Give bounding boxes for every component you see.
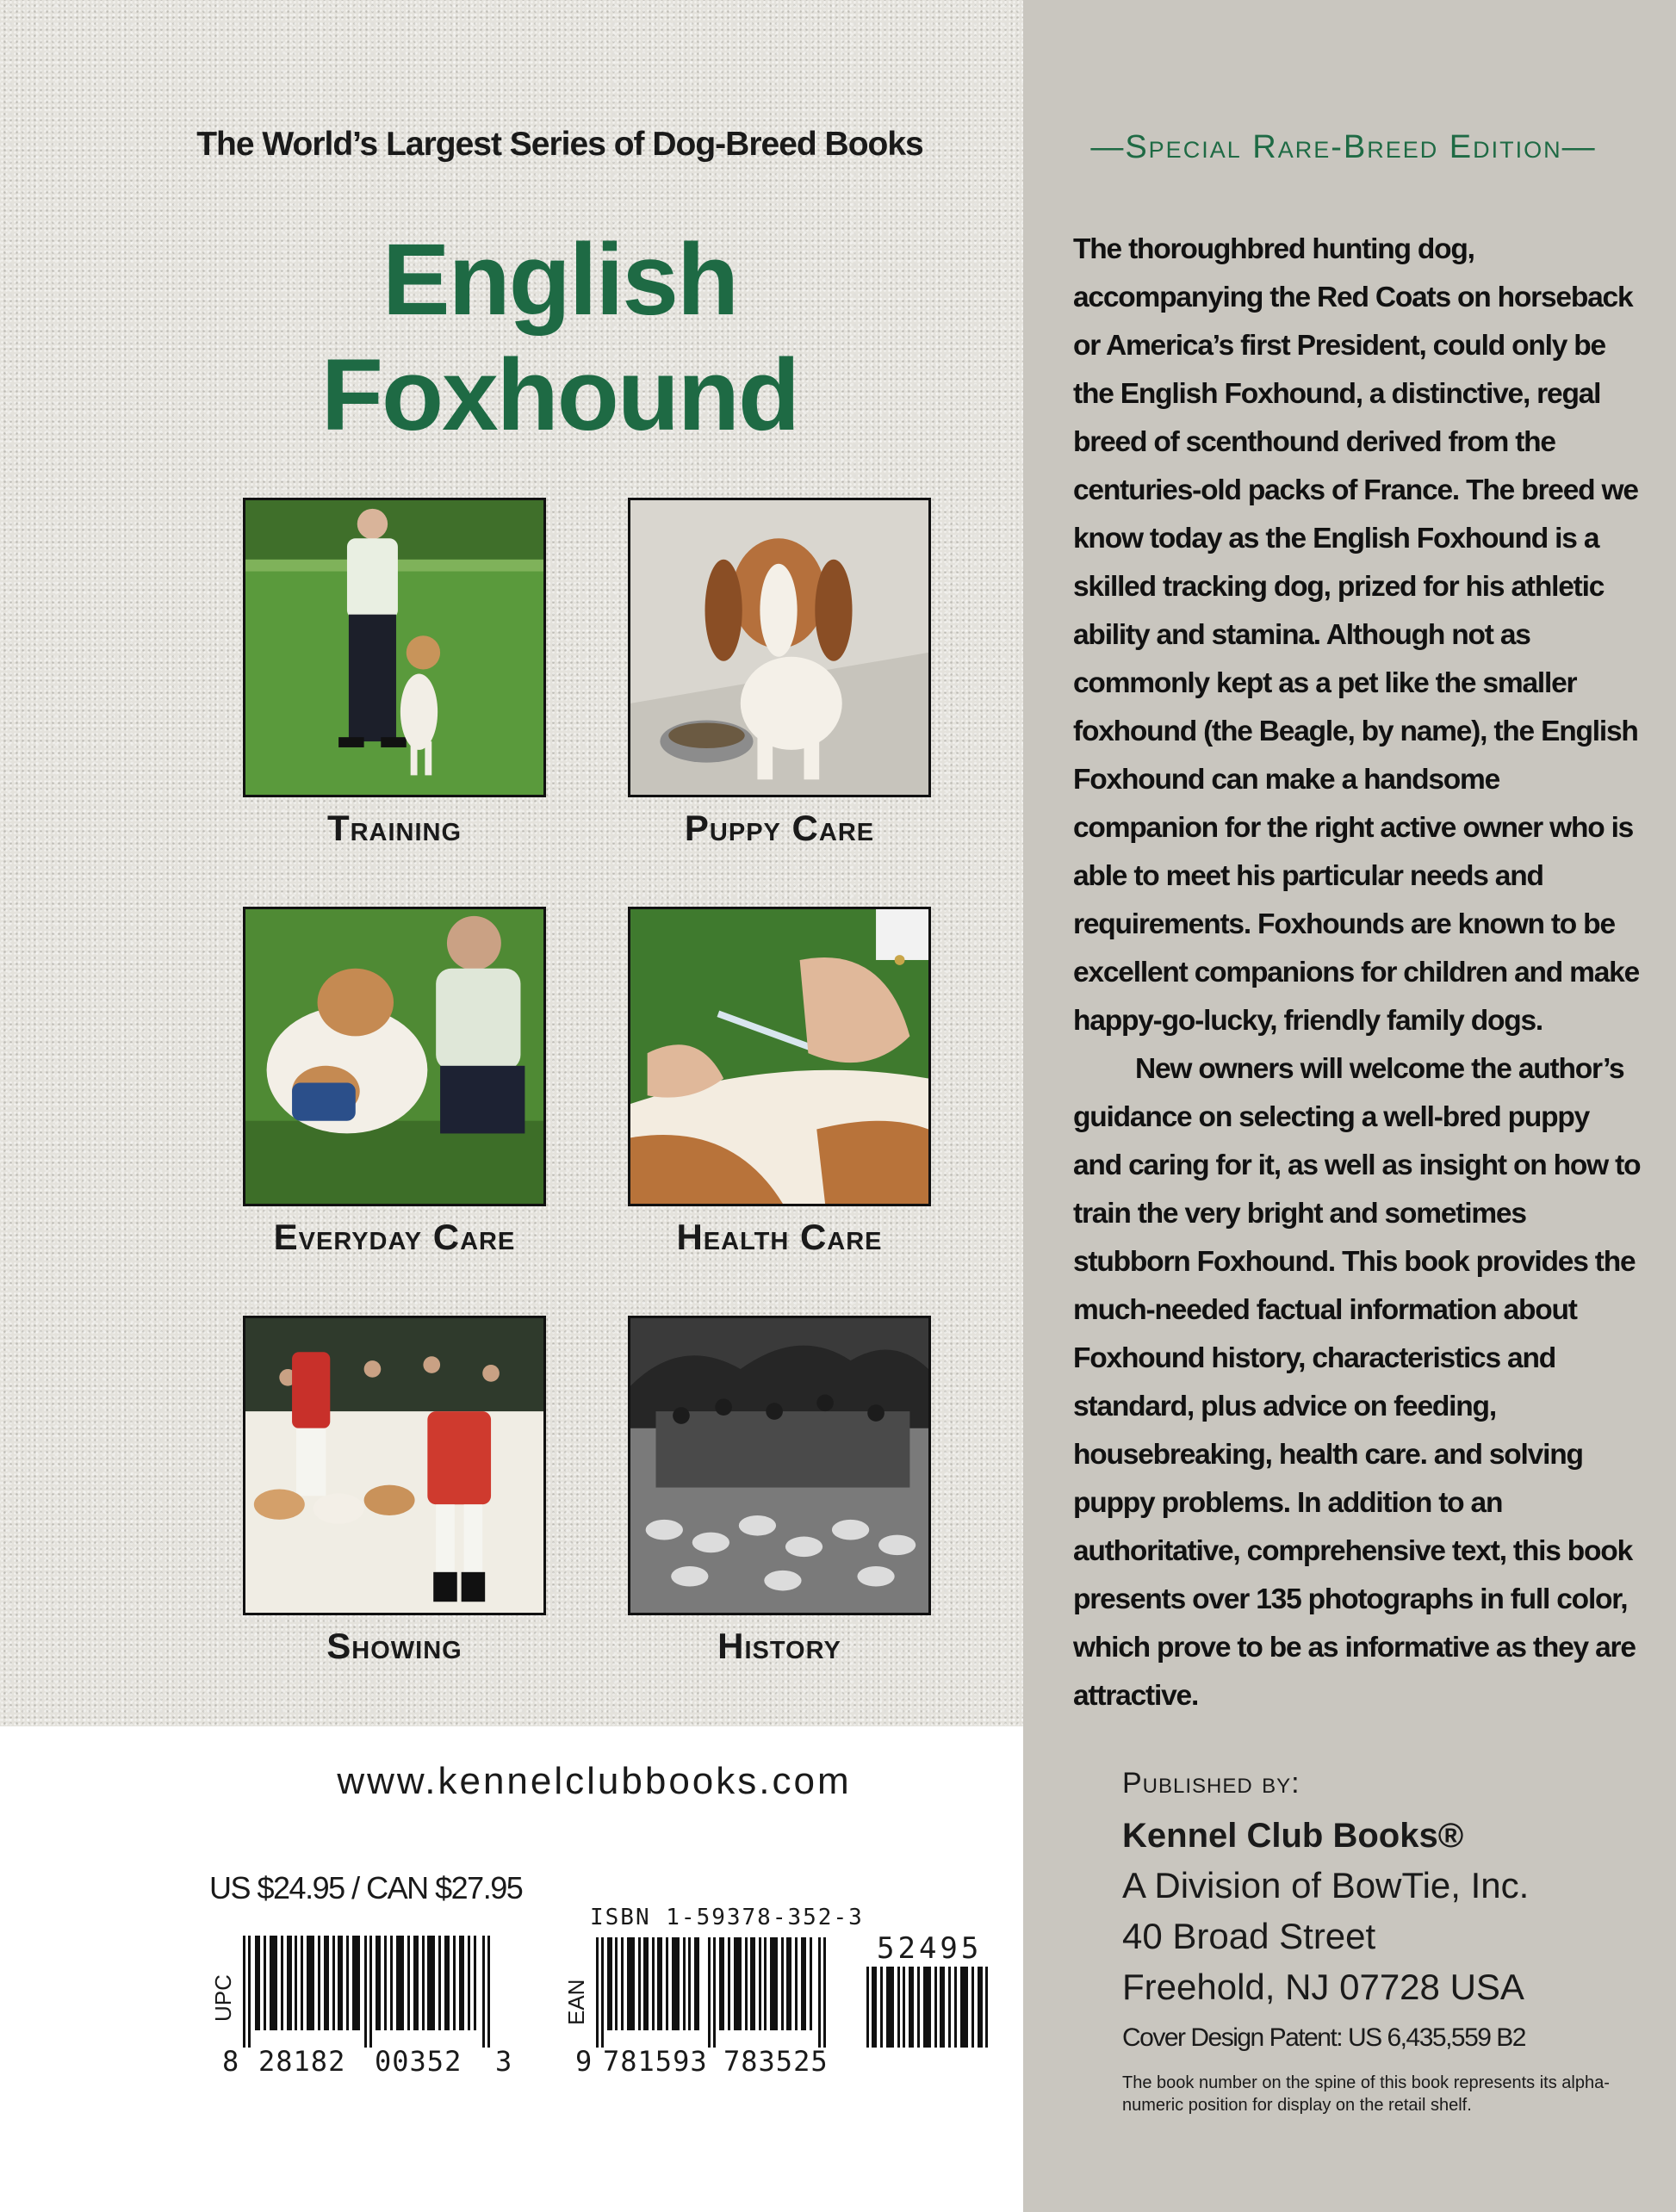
publisher-street: 40 Broad Street	[1122, 1916, 1376, 1956]
history-photo	[628, 1316, 931, 1615]
publisher-label: Published by:	[1122, 1767, 1300, 1800]
training-photo	[243, 498, 546, 797]
upc-digits-group-1: 28182	[258, 2045, 346, 2078]
showing-photo	[243, 1316, 546, 1615]
upc-digit-left: 8	[222, 2045, 240, 2078]
book-description	[1073, 226, 1642, 1720]
title-line-1: English	[382, 223, 738, 337]
caption-showing: Showing	[326, 1626, 462, 1666]
website-url: www.kennelclubbooks.com	[337, 1760, 852, 1802]
caption-everyday-care: Everyday Care	[273, 1217, 516, 1257]
publisher-city: Freehold, NJ 07728 USA	[1122, 1967, 1524, 2007]
caption-history: History	[717, 1626, 841, 1666]
publisher-division: A Division of BowTie, Inc.	[1122, 1865, 1530, 1905]
upc-label: UPC	[210, 1974, 236, 2022]
caption-health-care: Health Care	[676, 1217, 883, 1257]
caption-puppy-care: Puppy Care	[684, 808, 875, 848]
ean-label: EAN	[563, 1979, 589, 2025]
edition-heading: —Special Rare-Breed Edition—	[1090, 129, 1597, 165]
isbn-number: ISBN 1-59378-352-3	[590, 1905, 864, 1930]
everyday-care-photo	[243, 907, 546, 1206]
health-care-photo	[628, 907, 931, 1206]
upc-digit-right: 3	[495, 2045, 513, 2078]
title-line-2: Foxhound	[320, 338, 799, 452]
ean-barcode	[596, 1937, 829, 2048]
addon-digits: 52495	[877, 1931, 983, 1966]
ean-digit-left: 9	[575, 2045, 593, 2078]
upc-barcode	[243, 1936, 493, 2048]
ean-digits-group-2: 783525	[723, 2045, 829, 2078]
puppy-care-photo	[628, 498, 931, 797]
design-patent: Cover Design Patent: US 6,435,559 B2	[1122, 2023, 1525, 2052]
addon-barcode	[866, 1967, 989, 2048]
spine-footnote: The book number on the spine of this book represents its alpha-numeric position for display on the retail shelf.	[1122, 2073, 1610, 2115]
series-tagline: The World’s Largest Series of Dog-Breed Books	[196, 126, 923, 163]
publisher-name: Kennel Club Books®	[1122, 1817, 1464, 1855]
ean-digits-group-1: 781593	[603, 2045, 708, 2078]
description-paragraph-2: New owners will welcome the author’s guidance on selecting a well-bred puppy and caring for it, as well as insight on how to train the very bright and sometimes stubborn Foxhound. This book provides the much-needed factual information about Foxhound history, characteristics and standard, plus advice on feeding, housebreaking, health care. and solving puppy problems. In addition to an authoritative, comprehensive text, this book presents over 135 photographs in full color, which prove to be as informative as they are attractive.	[1073, 1053, 1641, 1712]
description-paragraph-1: The thoroughbred hunting dog, accompanying the Red Coats on horseback or America’s first President, could only be the English Foxhound, a distinctive, regal breed of scenthound derived from the centuries-old packs of France. The breed we know today as the English Foxhound is a skilled tracking dog, prized for his athletic ability and stamina. Although not as commonly kept as a pet like the smaller foxhound (the Beagle, by name), the English Foxhound can make a handsome companion for the right active owner who is able to meet his particular needs and requirements. Foxhounds are known to be excellent companions for children and make happy-go-lucky, friendly family dogs.	[1073, 233, 1640, 1037]
caption-training: Training	[326, 808, 462, 848]
upc-digits-group-2: 00352	[375, 2045, 462, 2078]
price-label: US $24.95 / CAN $27.95	[209, 1870, 523, 1905]
